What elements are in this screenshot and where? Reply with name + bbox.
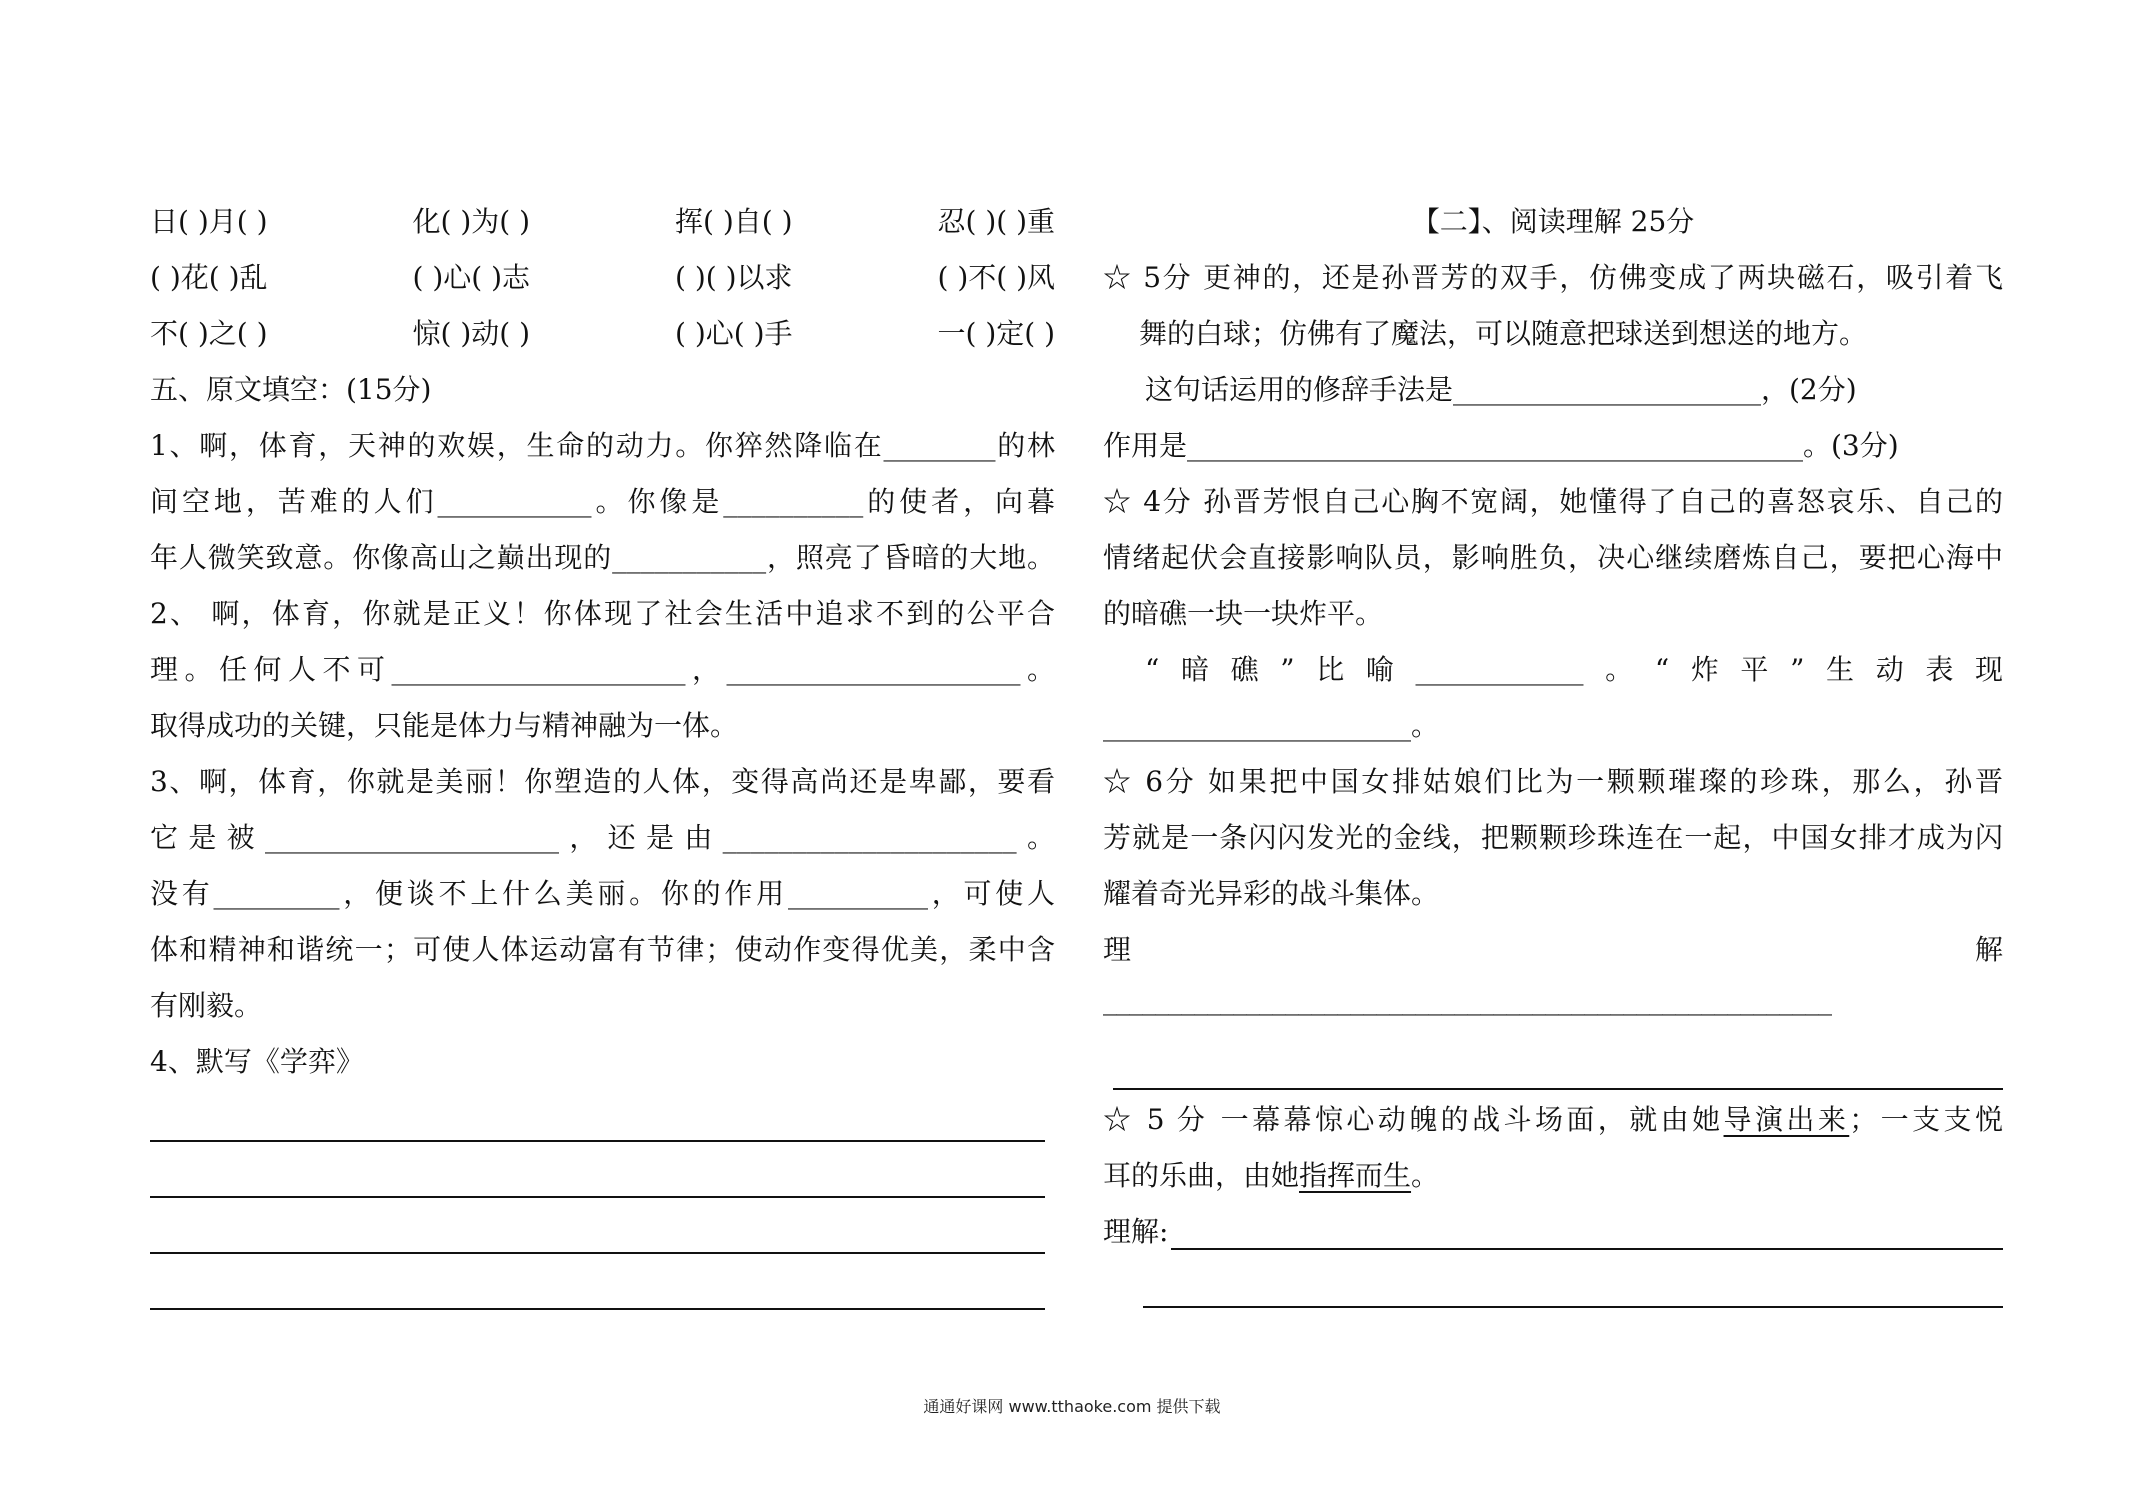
- q1-line-2: 间空地，苦难的人们___________。你像是__________的使者，向暮: [150, 485, 1055, 518]
- r3-label-a: 理: [1103, 933, 1132, 966]
- idiom: 忍( )( )重: [937, 205, 1055, 238]
- r2-question-line-1: “暗礁”比喻____________。“炸平”生动表现: [1145, 653, 2003, 686]
- q3-line-4: 体和精神和谐统一；可使人体运动富有节律；使动作变得优美，柔中含: [150, 933, 1055, 966]
- r4-line-2: [1103, 1156, 2003, 1196]
- idiom: ( )不( )风: [937, 261, 1055, 294]
- r2-question-line-2: ______________________。: [1103, 709, 1440, 742]
- q2-line-1: 2、 啊，体育，你就是正义！你体现了社会生活中追求不到的公平合: [150, 597, 1055, 630]
- r4-text: 。: [1411, 1159, 1440, 1192]
- q3-line-2: 它是被_____________________，还是由_____________________。: [150, 821, 1055, 854]
- r2-line-3: 的暗礁一块一块炸平。: [1103, 597, 1384, 630]
- answer-line[interactable]: [150, 1140, 1045, 1142]
- r3-answer-dash[interactable]: ________________________________________________________: [1103, 983, 1831, 1016]
- r1-question-2: 作用是____________________________________________。(3分): [1103, 429, 1899, 462]
- r4-line-1: [1103, 1100, 2003, 1140]
- idiom: 化( )为( ): [412, 205, 530, 238]
- q3-line-3: 没有_________，便谈不上什么美丽。你的作用__________，可使人: [150, 877, 1055, 910]
- answer-line[interactable]: [1143, 1306, 2003, 1308]
- answer-line[interactable]: [150, 1308, 1045, 1310]
- r3-line-1: ☆ 6分 如果把中国女排姑娘们比为一颗颗璀璨的珍珠，那么，孙晋: [1103, 765, 2003, 798]
- r4-text: ；一支支悦: [1849, 1103, 2003, 1136]
- q2-line-2: 理。任何人不可_____________________，_____________________。: [150, 653, 1055, 686]
- q2-line-3: 取得成功的关键，只能是体力与精神融为一体。: [150, 709, 739, 742]
- idiom: ( )( )以求: [675, 261, 793, 294]
- section-5-title: 五、原文填空：(15分): [150, 373, 432, 406]
- r3-line-2: 芳就是一条闪闪发光的金线，把颗颗珍珠连在一起，中国女排才成为闪: [1103, 821, 2003, 854]
- r2-line-2: 情绪起伏会直接影响队员，影响胜负，决心继续磨炼自己，要把心海中: [1103, 541, 2003, 574]
- r1-question-1: 这句话运用的修辞手法是______________________，(2分): [1145, 373, 1857, 406]
- r4-text: 耳的乐曲，由她: [1103, 1159, 1300, 1192]
- answer-line[interactable]: [150, 1252, 1045, 1254]
- q1-line-1: 1、啊，体育，天神的欢娱，生命的动力。你猝然降临在________的林: [150, 429, 1055, 462]
- r1-line-2: 舞的白球；仿佛有了魔法，可以随意把球送到想送的地方。: [1139, 317, 1868, 350]
- section-2-title: 【二】、阅读理解 25分: [1411, 205, 1695, 238]
- q3-line-5: 有刚毅。: [150, 989, 263, 1022]
- r4-text: ☆ 5 分 一幕幕惊心动魄的战斗场面，就由她: [1103, 1103, 1724, 1136]
- idiom-row-2: [150, 258, 1055, 298]
- idiom: ( )心( )志: [412, 261, 530, 294]
- r3-label-b: 解: [1974, 933, 2003, 966]
- idiom: 日( )月( ): [150, 205, 268, 238]
- answer-line[interactable]: [1113, 1088, 2003, 1090]
- q1-line-3: 年人微笑致意。你像高山之巅出现的___________，照亮了昏暗的大地。: [150, 541, 1055, 574]
- idiom: ( )心( )手: [675, 317, 793, 350]
- r2-line-1: ☆ 4分 孙晋芳恨自己心胸不宽阔，她懂得了自己的喜怒哀乐、自己的: [1103, 485, 2003, 518]
- idiom: 一( )定( ): [937, 317, 1055, 350]
- idiom-row-1: [150, 202, 1055, 242]
- idiom-row-3: [150, 314, 1055, 354]
- idiom: 挥( )自( ): [675, 205, 793, 238]
- q4-title: 4、默写《学弈》: [150, 1045, 364, 1078]
- r4-underlined-2: 指挥而生: [1299, 1159, 1412, 1192]
- footer-credit: 通通好课网 www.tthaoke.com 提供下载: [923, 1397, 1221, 1416]
- r4-underlined-1: 导演出来: [1723, 1103, 1850, 1136]
- answer-line[interactable]: [1171, 1248, 2003, 1250]
- idiom: ( )花( )乱: [150, 261, 268, 294]
- r4-label: 理解:: [1103, 1215, 1169, 1248]
- idiom: 不( )之( ): [150, 317, 268, 350]
- answer-line[interactable]: [150, 1196, 1045, 1198]
- r3-line-3: 耀着奇光异彩的战斗集体。: [1103, 877, 1440, 910]
- r3-label-row: [1103, 930, 2003, 970]
- idiom: 惊( )动( ): [412, 317, 530, 350]
- r1-line-1: ☆ 5分 更神的，还是孙晋芳的双手，仿佛变成了两块磁石，吸引着飞: [1103, 261, 2003, 294]
- q3-line-1: 3、啊，体育，你就是美丽！你塑造的人体，变得高尚还是卑鄙，要看: [150, 765, 1055, 798]
